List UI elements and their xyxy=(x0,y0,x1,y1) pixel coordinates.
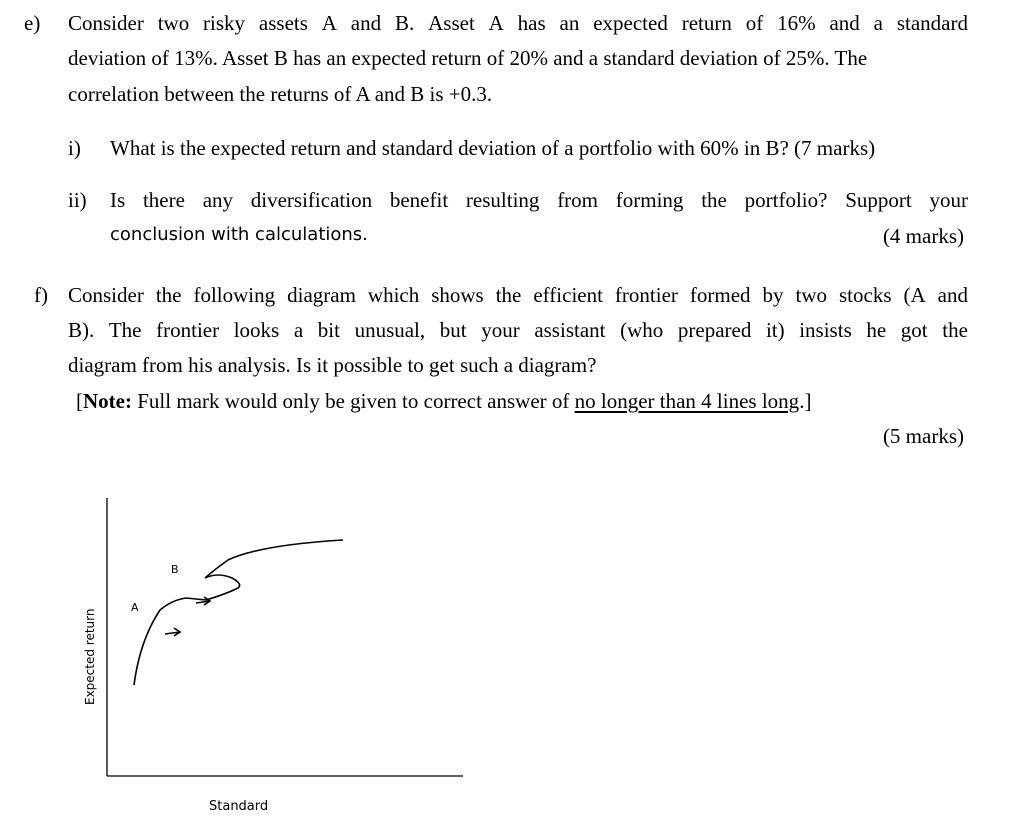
frontier-lower-curve xyxy=(134,598,206,685)
word: shows xyxy=(431,283,484,307)
word: frontier xyxy=(156,318,220,342)
word: The xyxy=(108,318,142,342)
word: diagram xyxy=(287,283,356,307)
word: return xyxy=(681,11,732,35)
word: the xyxy=(155,283,182,307)
word: Asset xyxy=(428,11,475,35)
part-f-label: f) xyxy=(34,283,48,307)
word: any xyxy=(202,188,234,212)
part-e-line-3: correlation between the returns of A and B is +0.3. xyxy=(68,82,493,106)
word: and xyxy=(350,11,382,35)
word: by xyxy=(762,283,784,307)
word: diversification xyxy=(250,188,373,212)
word: A xyxy=(321,11,337,35)
point-a-label: A xyxy=(131,601,139,614)
word: Is xyxy=(110,188,126,212)
word: an xyxy=(559,11,580,35)
word: Consider xyxy=(68,11,144,35)
word: the xyxy=(701,188,727,212)
word: benefit xyxy=(389,188,449,212)
y-axis-label: Expected return xyxy=(83,608,97,705)
word: there xyxy=(142,188,185,212)
word: a xyxy=(873,11,883,35)
x-axis-label: Standard xyxy=(209,799,269,814)
word: resulting xyxy=(465,188,540,212)
word: frontier xyxy=(614,283,678,307)
word: stocks xyxy=(839,283,892,307)
word: bit xyxy=(317,318,340,342)
point-b-label: B xyxy=(171,563,179,576)
word: your xyxy=(481,318,520,342)
word: which xyxy=(367,283,420,307)
word: and xyxy=(829,11,860,35)
word: standard xyxy=(896,11,968,35)
word: of xyxy=(745,11,764,35)
word: assistant xyxy=(534,318,606,342)
word: following xyxy=(193,283,276,307)
part-e-label: e) xyxy=(24,11,41,35)
word: it) xyxy=(765,318,785,342)
question-ii-label: ii) xyxy=(68,188,87,212)
arrow-icon xyxy=(165,628,180,636)
word: from xyxy=(557,188,599,212)
word: your xyxy=(929,188,968,212)
word: got xyxy=(900,318,928,342)
word: forming xyxy=(615,188,684,212)
frontier-upper-curve xyxy=(205,540,343,600)
word: expected xyxy=(593,11,668,35)
word: A xyxy=(488,11,504,35)
note-text: Full mark would only be given to correct answer of xyxy=(131,389,575,413)
word: has xyxy=(517,11,546,35)
word: two xyxy=(157,11,190,35)
word: risky xyxy=(203,11,246,35)
part-f-line-3: diagram from his analysis. Is it possible to get such a diagram? xyxy=(68,353,597,377)
word: two xyxy=(795,283,828,307)
word: prepared xyxy=(677,318,752,342)
word: assets xyxy=(258,11,308,35)
word: formed xyxy=(689,283,751,307)
word: insists xyxy=(799,318,852,342)
question-ii-line-2: conclusion with calculations. xyxy=(110,224,368,245)
word: he xyxy=(866,318,887,342)
word: portfolio? xyxy=(744,188,828,212)
word: Support xyxy=(845,188,912,212)
word: looks xyxy=(233,318,280,342)
question-ii-marks: (4 marks) xyxy=(882,224,964,248)
word: (A xyxy=(903,283,926,307)
word: the xyxy=(942,318,968,342)
word: efficient xyxy=(533,283,603,307)
word: Consider xyxy=(68,283,144,307)
note-close: .] xyxy=(799,389,812,413)
word: but xyxy=(439,318,467,342)
word: and xyxy=(937,283,968,307)
arrow-icon xyxy=(196,597,210,605)
word: B. xyxy=(394,11,415,35)
word: B). xyxy=(68,318,95,342)
note-underlined-text: no longer than 4 lines long xyxy=(574,389,800,413)
word: a xyxy=(293,318,304,342)
word: (who xyxy=(620,318,664,342)
note-open-bracket: [ xyxy=(76,389,83,413)
question-i-text: What is the expected return and standard deviation of a portfolio with 60% in B? (7 marks) xyxy=(110,136,876,160)
word: unusual, xyxy=(354,318,426,342)
word: 16% xyxy=(777,11,816,35)
note-bold-label: Note: xyxy=(83,389,132,413)
part-f-marks: (5 marks) xyxy=(882,424,964,448)
word: the xyxy=(495,283,522,307)
part-e-line-2: deviation of 13%. Asset B has an expected return of 20% and a standard deviation of 25%. The xyxy=(68,46,868,70)
question-i-label: i) xyxy=(68,136,81,160)
